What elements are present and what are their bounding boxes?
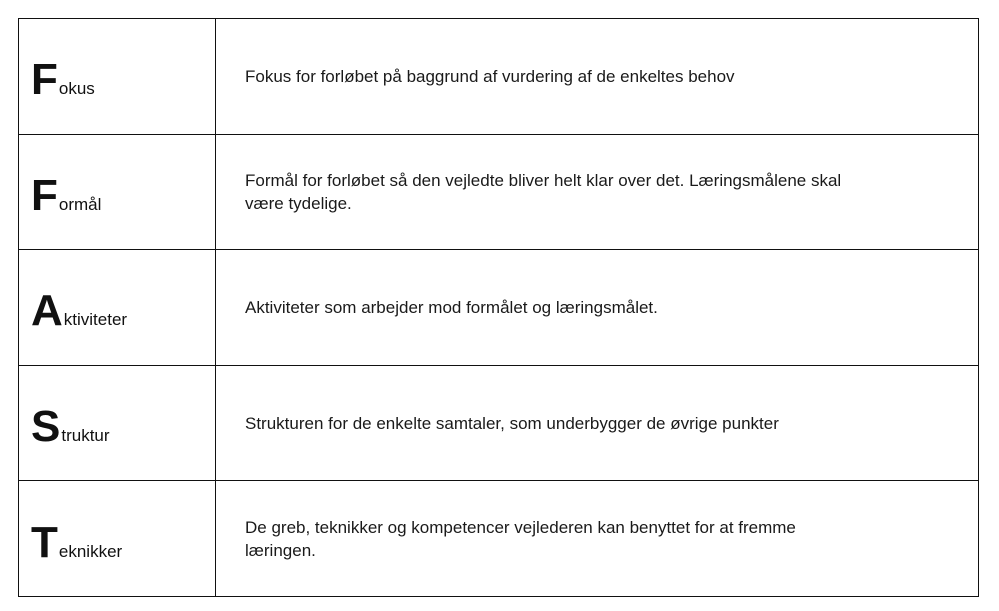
table-row — [19, 250, 979, 366]
description-cell-formaal — [216, 134, 979, 250]
description-text: Formål for forløbet så den vejledte bliver helt klar over det. Læringsmålene skal være tydelige. — [245, 170, 842, 213]
term-rest: ktiviteter — [63, 310, 128, 330]
description-text: Aktiviteter som arbejder mod formålet og læringsmålet. — [245, 297, 658, 317]
term-initial: F — [31, 55, 58, 105]
fast-model-table — [18, 18, 979, 597]
description-text: De greb, teknikker og kompetencer vejlederen kan benyttet for at fremme læringen. — [245, 517, 796, 560]
description-cell-struktur — [216, 365, 979, 481]
table-row — [19, 481, 979, 597]
term-label — [31, 170, 102, 220]
term-label — [31, 55, 95, 105]
description-cell-teknikker — [216, 481, 979, 597]
term-cell-fokus — [19, 19, 216, 135]
table-row — [19, 134, 979, 250]
term-initial: F — [31, 170, 58, 220]
term-cell-formaal — [19, 134, 216, 250]
term-rest: eknikker — [58, 541, 123, 561]
term-rest: truktur — [61, 426, 110, 446]
table-row — [19, 365, 979, 481]
term-initial: T — [31, 517, 58, 567]
description-text: Strukturen for de enkelte samtaler, som underbygger de øvrige punkter — [245, 413, 779, 433]
term-rest: okus — [58, 79, 95, 99]
description-cell-fokus — [216, 19, 979, 135]
term-cell-aktiviteter — [19, 250, 216, 366]
term-label — [31, 517, 123, 567]
term-cell-struktur — [19, 365, 216, 481]
term-label — [31, 286, 128, 336]
term-initial: S — [31, 402, 61, 452]
term-rest: ormål — [58, 194, 102, 214]
term-label — [31, 402, 110, 452]
description-cell-aktiviteter — [216, 250, 979, 366]
term-cell-teknikker — [19, 481, 216, 597]
table-row — [19, 19, 979, 135]
description-text: Fokus for forløbet på baggrund af vurdering af de enkeltes behov — [245, 66, 735, 86]
term-initial: A — [31, 286, 63, 336]
